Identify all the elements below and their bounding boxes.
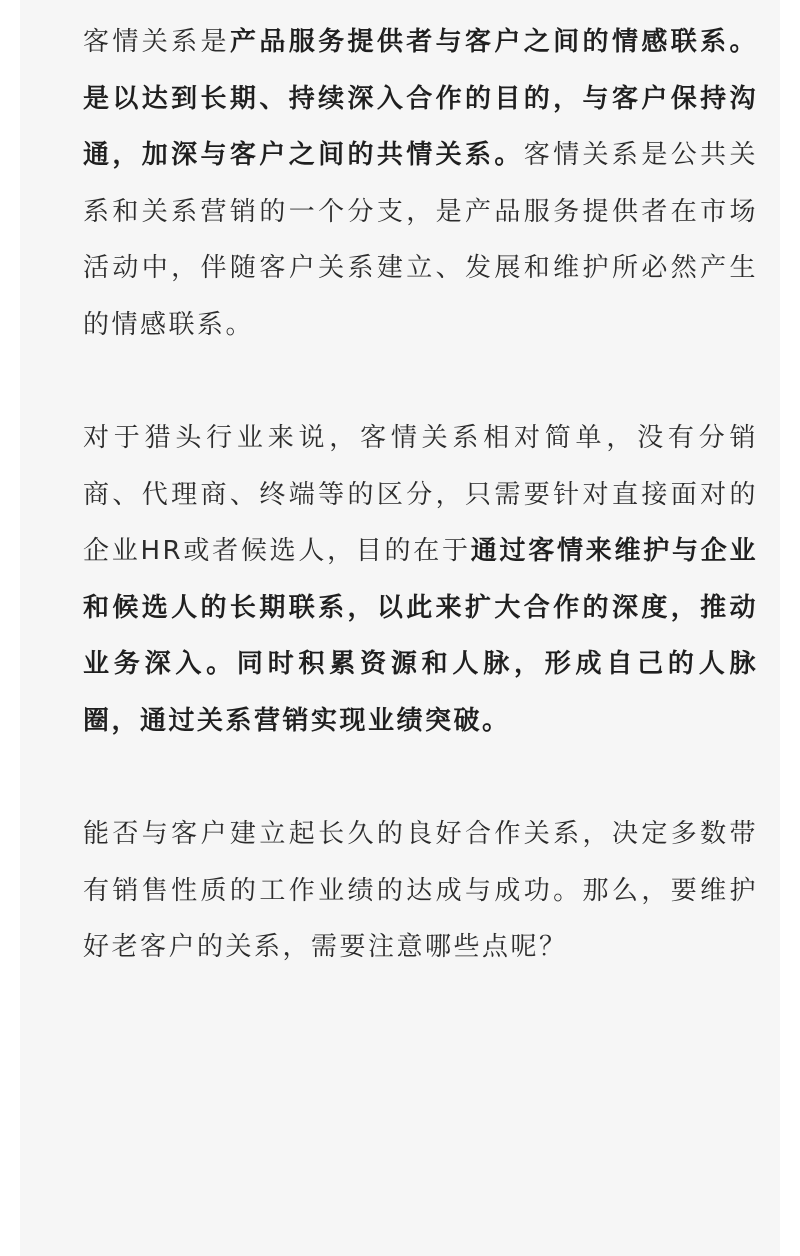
bold-text-segment: 通过客情来维护与企业和候选人的长期联系，以此来扩大合作的深度，推动业务深入。同时积累资源和人脉，形成自己的人脉圈，通过关系营销实现业绩突破。 [83, 536, 758, 736]
text-segment: 能否与客户建立起长久的良好合作关系，决定多数带有销售性质的工作业绩的达成与成功。那么，要维护好老客户的关系，需要注意哪些点呢？ [83, 819, 758, 962]
paragraph-closing-question [83, 806, 758, 976]
text-segment: 客情关系是 [83, 27, 230, 57]
article-card [20, 0, 780, 1256]
bold-text-segment: 产品服务提供者与客户之间的情感联系。是以达到长期、持续深入合作的目的，与客户保持沟通，加深与客户之间的共情关系。 [83, 27, 758, 170]
article-body [83, 14, 758, 976]
paragraph-customer-relations-definition [83, 14, 758, 353]
text-segment: 客情关系是公共关系和关系营销的一个分支，是产品服务提供者在市场活动中，伴随客户关系建立、发展和维护所必然产生的情感联系。 [83, 140, 758, 340]
paragraph-spacer [83, 353, 758, 410]
paragraph-headhunting-industry [83, 410, 758, 749]
paragraph-spacer [83, 749, 758, 806]
text-segment: 对于猎头行业来说，客情关系相对简单，没有分销商、代理商、终端等的区分，只需要针对直接面对的企业HR或者候选人，目的在于 [83, 423, 758, 566]
